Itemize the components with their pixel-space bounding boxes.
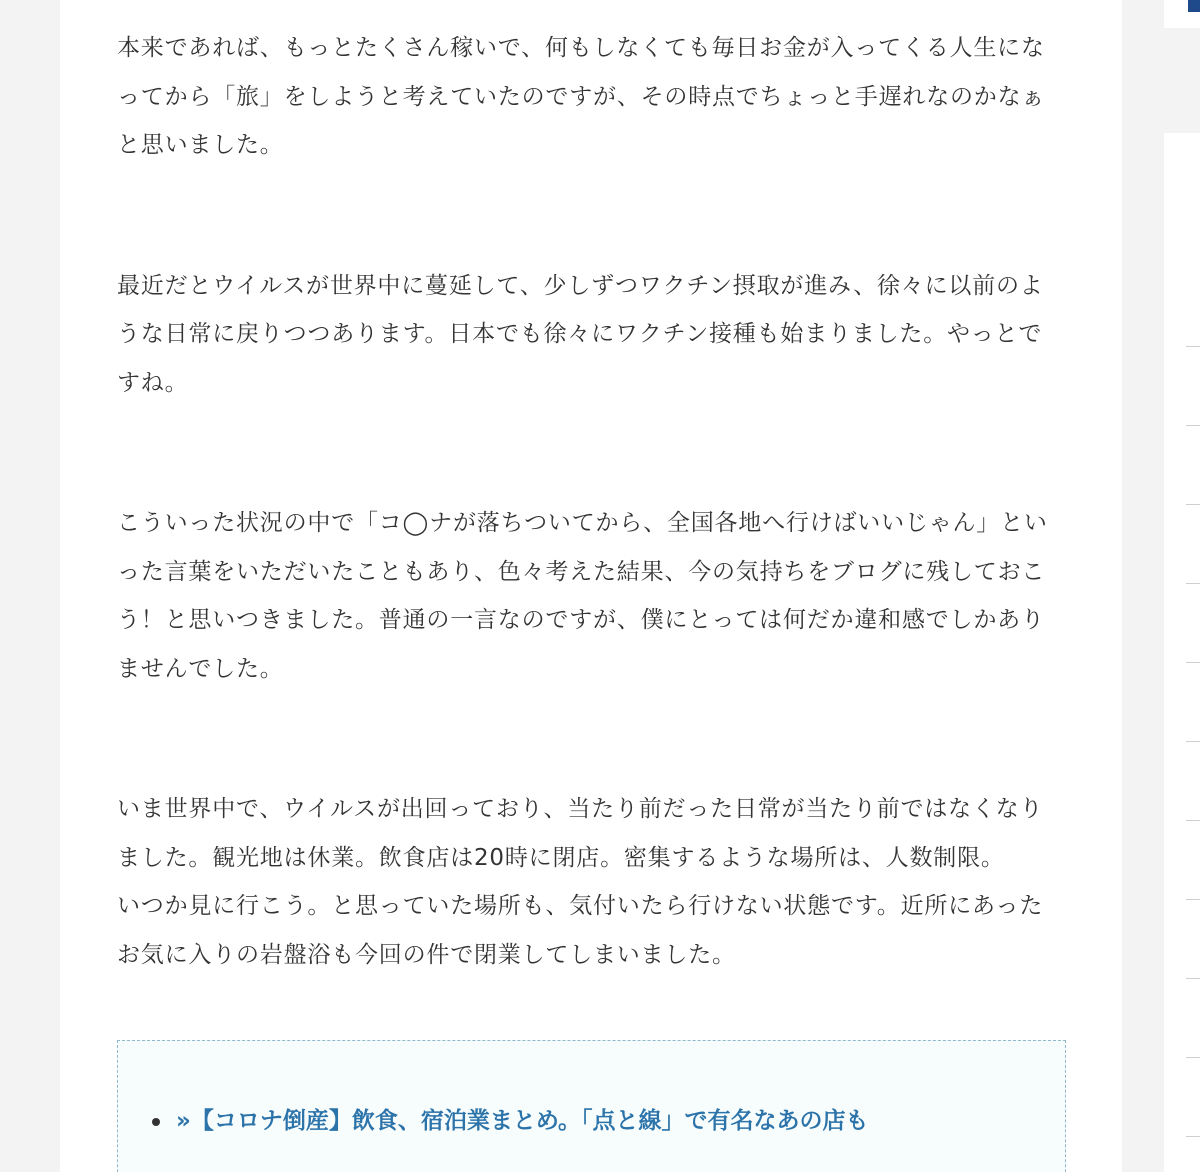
sidebar-divider — [1186, 425, 1200, 426]
sidebar-divider — [1186, 662, 1200, 663]
sidebar-divider — [1186, 1136, 1200, 1137]
sidebar-widget — [1164, 133, 1200, 1172]
related-article-list — [118, 1041, 1065, 1141]
sidebar-divider — [1186, 978, 1200, 979]
sidebar-divider — [1186, 899, 1200, 900]
sidebar-divider — [1186, 1057, 1200, 1058]
article-paragraph-2: 最近だとウイルスが世界中に蔓延して、少しずつワクチン摂取が進み、徐々に以前のよ うな日常に戻りつつあります。日本でも徐々にワクチン接種も始まりました。やっとで すね。 — [117, 272, 1044, 396]
related-article-box — [117, 1040, 1066, 1172]
sidebar-divider — [1186, 583, 1200, 584]
sidebar — [1164, 0, 1200, 1172]
sidebar-accent-bar — [1188, 0, 1200, 12]
article-paragraph-3: こういった状況の中で「コ◯ナが落ちついてから、全国各地へ行けばいいじゃん」とい った言葉をいただいたこともあり、色々考えた結果、今の気持ちをブログに残しておこ う！と思いつきました。普通の一言なのですが、僕にとっては何だか違和感でしかあり ませんでした。 — [117, 510, 1048, 682]
sidebar-divider — [1186, 820, 1200, 821]
article-paragraph-4: いま世界中で、ウイルスが出回っており、当たり前だった日常が当たり前ではなくなり ました。観光地は休業。飲食店は20時に閉店。密集するような場所は、人数制限。 いつか見に行こう。と思っていた場所も、気付いたら行けない状態です。近所にあった お気に入りの岩盤浴も今回の件で閉業してしまいました。 — [117, 796, 1044, 968]
article-paragraph-1: 本来であれば、もっとたくさん稼いで、何もしなくても毎日お金が入ってくる人生にな ってから「旅」をしようと考えていたのですが、その時点でちょっと手遅れなのかなぁ と思いました。 — [117, 35, 1046, 158]
related-article-link[interactable]: »【コロナ倒産】飲食、宿泊業まとめ。「点と線」で有名なあの店も — [176, 1108, 869, 1134]
bullet-icon — [152, 1118, 160, 1126]
sidebar-divider — [1186, 346, 1200, 347]
related-article-item — [152, 1101, 1065, 1141]
article-card — [60, 0, 1122, 1172]
sidebar-divider — [1186, 504, 1200, 505]
sidebar-top-block — [1164, 0, 1200, 28]
article-body — [117, 24, 1067, 1067]
sidebar-divider — [1186, 741, 1200, 742]
